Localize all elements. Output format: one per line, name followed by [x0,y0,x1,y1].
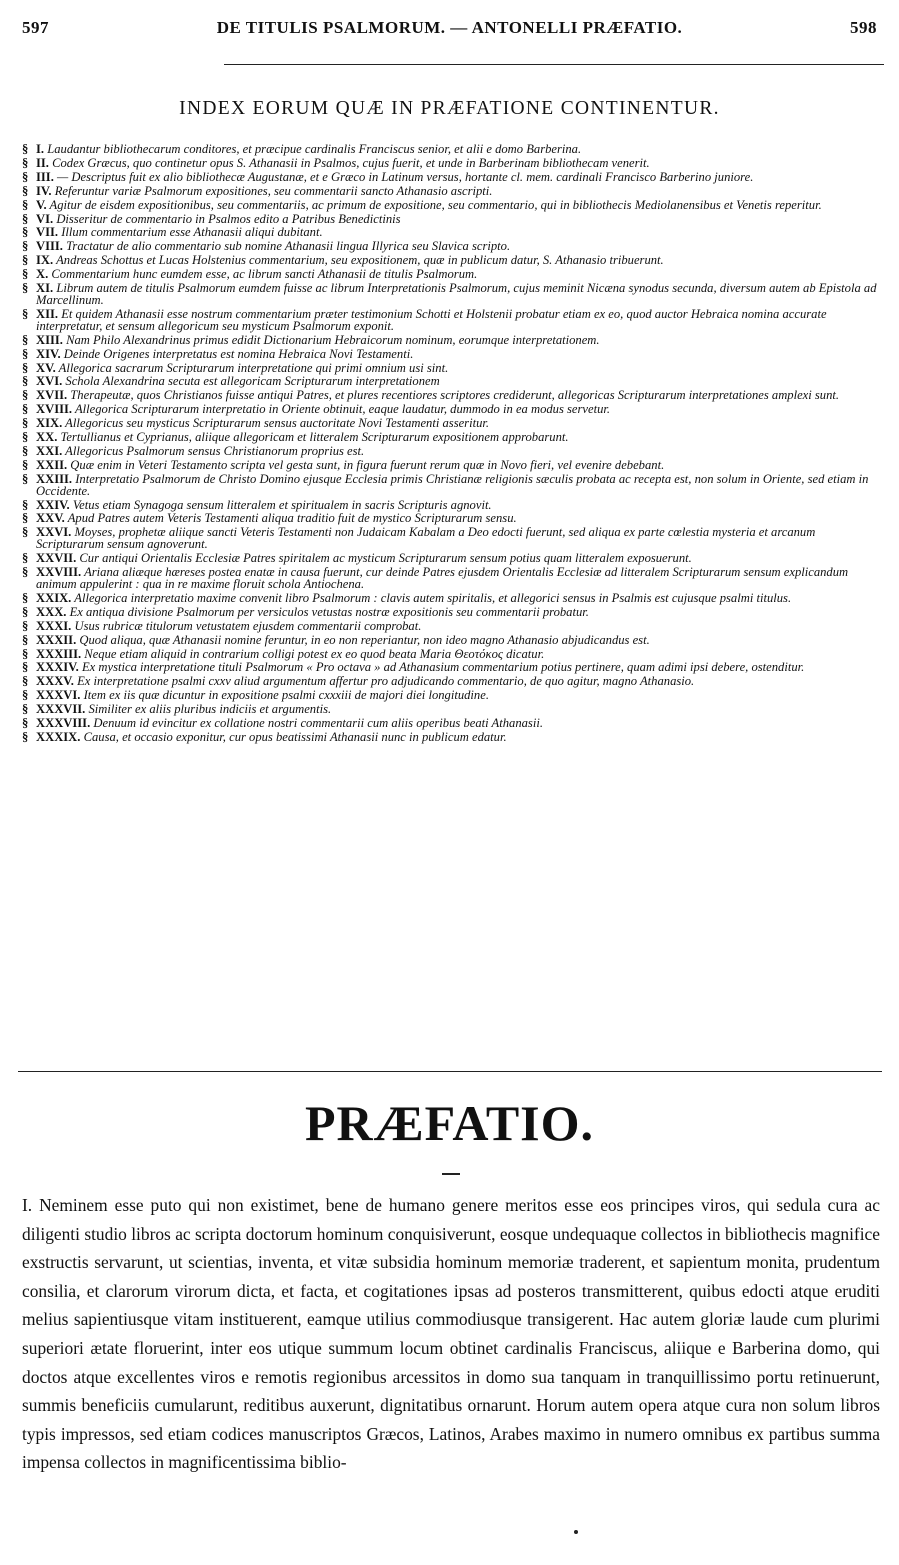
index-list [22,144,880,746]
index-entry-number: XVII. [36,388,68,403]
index-entry [22,718,880,730]
index-entry-text: Quod aliqua, quæ Athanasii nomine feruntur, in eo non reperiantur, non ideo magno Athanasio abjudicandus est. [79,632,650,647]
section-sign: § [22,443,29,458]
index-entry [22,618,880,633]
index-entry-text: Laudantur bibliothecarum conditores, et præcipue cardinalis Franciscus senior, et alii e domo Barberina. [47,142,582,156]
index-entry-number: XIII. [36,332,63,347]
section-sign: § [22,388,29,403]
index-entry [22,432,880,444]
index-entry-number: XXI. [36,443,63,458]
index-entry-text: Cur antiqui Orientalis Ecclesiæ Patres spiritalem ac mysticum Scripturarum sensum potius quam litteralem exposuerunt. [79,551,692,566]
section-sign: § [22,471,29,486]
section-sign: § [22,551,29,566]
index-entry-text: Ex mystica interpretatione tituli Psalmorum « Pro octava » ad Athanasium commentarium potius pertinere, quam adimi ipsi debere, ostenditur. [81,660,805,675]
section-sign: § [22,674,29,689]
index-entry-number: XXXVIII. [36,716,91,731]
title-dash [442,1173,460,1175]
index-entry [22,553,880,565]
index-entry [22,144,880,156]
index-entry-number: XI. [36,281,54,296]
index-entry [22,241,880,253]
index-entry-number: III. [36,169,54,184]
index-entry [22,183,880,198]
index-entry [22,418,880,430]
index-entry-number: XIX. [36,416,63,431]
page-number-right: 598 [850,18,877,37]
index-entry-text: Ariana aliæque hæreses postea enatæ in causa fuerunt, cur deinde Patres ejusdem Orientalis Ecclesiæ ad litteralem Scripturarum sensum explicandum animum appulerint : qua in re maxime floruit schola Antiochena. [36,565,849,591]
index-entry-text: Interpretatio Psalmorum de Christo Domino ejusque Ecclesia primis Christianæ religionis sæculis probata ac recepta est, non solum in Oriente, sed etiam in Occidente. [36,471,869,498]
header-rule [224,64,884,65]
index-entry [22,269,880,281]
section-sign: § [22,729,29,744]
index-entry-text: Item ex iis quæ dicuntur in expositione psalmi cxxxiii de majori diei longitudine. [83,688,489,703]
index-entry [22,346,880,361]
index-entry [22,155,880,170]
index-entry-number: XXXVI. [36,688,81,703]
index-entry-number: VIII. [36,239,63,254]
index-entry [22,443,880,458]
index-entry [22,704,880,716]
section-sign: § [22,590,29,605]
page-number-left: 597 [22,18,49,37]
index-entry-number: XXVI. [36,525,72,540]
index-entry-text: Nam Philo Alexandrinus primus edidit Dictionarium Hebraicorum nominum, eorumque interpretationem. [66,332,600,347]
section-sign: § [22,306,29,321]
section-sign: § [22,332,29,347]
index-entry-text: Deinde Origenes interpretatus est nomina Hebraica Novi Testamenti. [63,346,414,361]
running-header [22,18,877,42]
section-sign: § [22,155,29,170]
index-entry-number: XXII. [36,457,68,472]
section-sign: § [22,225,29,240]
index-entry-text: Ex interpretatione psalmi cxxv aliud argumentum affertur pro adjudicando commentario, de quo agitur, magno Athanasio. [77,674,695,689]
index-entry-text: Ex antiqua divisione Psalmorum per versiculos vetustas nostræ expositionis seu commentarii probatur. [69,604,589,619]
index-entry-text: Tractatur de alio commentario sub nomine Athanasii lingua Illyrica seu Slavica scripto. [66,239,511,254]
index-entry-text: Causa, et occasio exponitur, cur opus beatissimi Athanasii nunc in publicum edatur. [83,729,507,744]
index-entry-number: IV. [36,183,52,198]
index-entry-number: VI. [36,211,54,226]
index-entry [22,676,880,688]
index-entry-number: XXV. [36,511,65,526]
section-sign: § [22,497,29,512]
index-entry-text: Moyses, prophetæ aliique sancti Veteris Testamenti non Judaicam Kabalam a Deo edocti fuerunt, sed aliqua ex parte cœlestia mysteria et arcanum Scripturarum sensum agnoverunt. [36,525,816,552]
index-entry-text: — Descriptus fuit ex alio bibliothecæ Augustanæ, et e Græco in Latinum versus, hortante cl. mem. cardinali Francisco Barberino juniore. [57,169,754,184]
index-entry-text: Apud Patres autem Veteris Testamenti aliqua traditio fuit de mystico Scripturarum sensu. [67,511,517,526]
index-entry-number: VII. [36,225,59,240]
index-entry-number: XVI. [36,374,63,389]
index-entry-number: XXVII. [36,551,77,566]
section-sign: § [22,457,29,472]
index-entry-number: XXXVII. [36,702,86,717]
section-sign: § [22,281,29,296]
index-entry [22,332,880,347]
index-entry-number: IX. [36,253,54,268]
index-entry-number: V. [36,197,47,212]
index-entry [22,471,880,498]
index-entry [22,457,880,472]
index-entry [22,662,880,674]
index-entry-text: Quæ enim in Veteri Testamento scripta vel gesta sunt, in figura fuerunt rerum quæ in Novo fieri, vel evenire debebant. [70,457,665,472]
index-entry-number: XV. [36,360,56,375]
body-paragraph: I. Neminem esse puto qui non existimet, bene de humano genere meritos esse eos principes viros, qui sedula cura ac diligenti studio libros ac scripta doctorum hominum conquisiverunt, eosque undequaque collectos in bibliothecis magnifice exstructis servarunt, ut scientias, inventa, et vitæ subsidia hominum memoriæ traderent, et sapientum monita, prudentum consilia, et clarorum virorum dicta, et facta, et cogitationes ipsas ad posteros transmitterent, quibus edocti atque eruditi melius sapientiusque vitam instituerent, eamque utilius commodiusque transigerent. Hac autem gloriæ laude cum plurimi superiori ætate floruerint, inter eos utique summum locum obtinet cardinalis Franciscus, aliique e Barberina domo, qui doctos atque excellentes viros e remotis regionibus arcessitos in domo sua tanquam in tranquillissimo portu retinuerunt, summis beneficiis cumularunt, reditibus auxerunt, dignitatibus ornarunt. Horum autem opera atque cura non solum libros typis impressos, sed etiam codices manuscriptos Græcos, Latinos, Arabes maximo in numero omnibus ex partibus summa impensa collectos in magnificentissima biblio- [22,1195,880,1473]
index-entry-text: Librum autem de titulis Psalmorum eumdem fuisse ac librum Interpretationis Psalmorum, cujus meminit Nicæna synodus secunda, diversum autem ab Epistola ad Marcellinum. [36,281,877,307]
index-entry-number: XXXIX. [36,729,81,744]
section-sign: § [22,716,29,731]
index-entry [22,390,880,402]
index-entry [22,211,880,226]
section-sign: § [22,253,29,268]
index-entry-text: Allegoricus seu mysticus Scripturarum sensus auctoritate Novi Testamenti asseritur. [65,416,490,431]
index-entry-text: Commentarium hunc eumdem esse, ac librum sancti Athanasii de titulis Psalmorum. [51,267,478,282]
index-entry-text: Allegorica Scripturarum interpretatio in Oriente obtinuit, eaque laudatur, dummodo in ea modus servetur. [74,402,611,417]
index-entry [22,169,880,184]
section-sign: § [22,267,29,282]
index-entry-text: Allegorica interpretatio maxime convenit libro Psalmorum : clavis autem spiritalis, et allegorici sensus in Psalmis est cujusque psalmi titulus. [74,590,792,605]
section-sign: § [22,525,29,540]
section-rule [18,1071,882,1072]
index-entry-number: XXXIV. [36,660,79,675]
index-entry [22,513,880,525]
index-entry-number: XIV. [36,346,61,361]
section-sign: § [22,646,29,661]
index-entry [22,255,880,267]
index-entry-number: XXX. [36,604,67,619]
section-sign: § [22,604,29,619]
section-sign: § [22,142,29,156]
section-sign: § [22,360,29,375]
index-entry [22,590,880,605]
praefatio-title: PRÆFATIO. [304,1095,595,1151]
index-entry-text: Similiter ex aliis pluribus indiciis et argumentis. [88,702,332,717]
index-entry-text: Tertullianus et Cyprianus, aliique allegoricam et litteralem Scripturarum expositionem approbarunt. [60,430,569,445]
index-entry-text: Denuum id evincitur ex collatione nostri commentarii cum aliis operibus beati Athanasii. [93,716,543,731]
section-sign: § [22,346,29,361]
index-entry-number: I. [36,142,45,156]
section-sign: § [22,632,29,647]
section-sign: § [22,211,29,226]
index-entry-text: Illum commentarium esse Athanasii aliqui dubitant. [61,225,323,240]
index-entry-number: XXIII. [36,471,73,486]
index-entry-number: XXXV. [36,674,74,689]
index-entry-number: XXXIII. [36,646,82,661]
section-sign: § [22,660,29,675]
section-sign: § [22,430,29,445]
section-sign: § [22,618,29,633]
index-entry-text: Usus rubricæ titulorum vetustatem ejusdem commentarii comprobat. [74,618,422,633]
index-entry-text: Agitur de eisdem expositionibus, seu commentariis, ac primum de expositione, seu commentario, qui in bibliothecis Mediolanensibus et Venetis reperitur. [49,197,822,212]
index-entry [22,690,880,702]
section-sign: § [22,402,29,417]
index-entry [22,646,880,661]
index-entry-text: Allegorica sacrarum Scripturarum interpretatione qui primi omnium usi sint. [58,360,449,375]
index-entry-number: XXVIII. [36,565,82,580]
index-entry-text: Disseritur de commentario in Psalmos edito a Patribus Benedictinis [56,211,401,226]
index-entry-text: Referuntur variæ Psalmorum expositiones, seu commentarii sancto Athanasio ascripti. [54,183,493,198]
index-entry-text: Vetus etiam Synagoga sensum litteralem et spiritualem in sacris Scripturis agnovit. [72,497,492,512]
index-entry-text: Schola Alexandrina secuta est allegoricam Scripturarum interpretationem [65,374,440,389]
index-entry-number: XVIII. [36,402,73,417]
section-sign: § [22,702,29,717]
index-entry-number: XXIV. [36,497,70,512]
index-entry-text: Therapeutæ, quos Christianos fuisse antiqui Patres, et plures recentiores scriptores crediderunt, allegoricas Scripturarum interpretationes amplexi sunt. [70,388,840,403]
index-entry-number: XXXII. [36,632,77,647]
index-entry-text: Et quidem Athanasii esse nostrum commentarium præter testimonium Schotti et Holstenii probatur etiam ex eo, quod auctor Hebraica nomina accurate interpretatur, et sensum allegoricum seu mysticum Psalmorum exponit. [36,306,827,333]
index-entry-text: Neque etiam aliquid in contrarium colligi potest ex eo quod beata Maria Θεοτόκος dicatur. [84,646,545,661]
running-title: DE TITULIS PSALMORUM. — ANTONELLI PRÆFATIO. [216,18,683,37]
index-entry [22,376,880,388]
index-entry [22,632,880,647]
section-sign: § [22,416,29,431]
section-sign: § [22,511,29,526]
index-entry [22,604,880,619]
section-sign: § [22,239,29,254]
index-entry-number: II. [36,155,49,170]
section-sign: § [22,374,29,389]
index-entry [22,567,880,591]
index-entry-number: XXIX. [36,590,72,605]
section-sign: § [22,688,29,703]
section-sign: § [22,183,29,198]
index-entry-text: Andreas Schottus et Lucas Holstenius commentarium, seu expositionem, quæ in publicum datur, S. Athanasio tribuerunt. [56,253,664,268]
index-entry [22,197,880,212]
index-entry [22,227,880,239]
index-entry [22,404,880,416]
section-sign: § [22,565,29,580]
index-entry [22,497,880,512]
index-entry-text: Codex Græcus, quo continetur opus S. Athanasii in Psalmos, cujus fuerit, et unde in Barberinam bibliothecam venerit. [52,155,650,170]
index-entry-text: Allegoricus Psalmorum sensus Christianorum proprius est. [65,443,365,458]
index-entry [22,360,880,375]
index-entry [22,283,880,307]
index-entry [22,527,880,551]
index-entry-number: XII. [36,306,59,321]
index-entry-number: XX. [36,430,58,445]
index-title: INDEX EORUM QUÆ IN PRÆFATIONE CONTINENTUR. [179,98,720,119]
index-entry [22,306,880,333]
section-sign: § [22,169,29,184]
index-entry [22,729,880,744]
page-dot [574,1530,578,1534]
index-entry-number: XXXI. [36,618,72,633]
index-entry-number: X. [36,267,49,282]
section-sign: § [22,197,29,212]
